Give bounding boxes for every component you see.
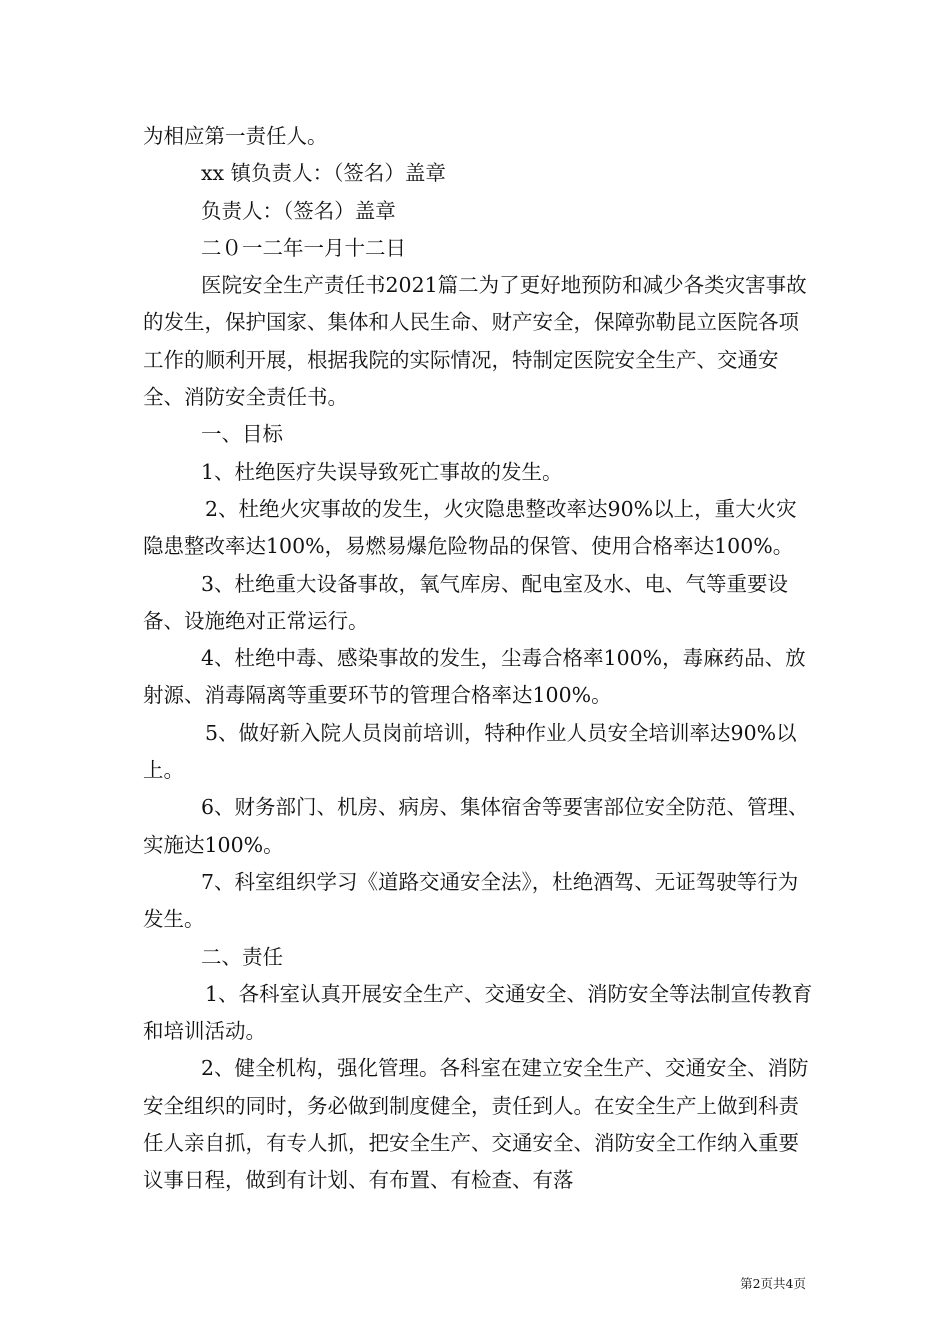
paragraph-town-signatory: xx 镇负责人：（签名）盖章 [201, 161, 446, 186]
paragraph-signatory: 负责人：（签名）盖章 [201, 198, 396, 223]
paragraph-goal-7: 7、科室组织学习《道路交通安全法》，杜绝酒驾、无证驾驶等行为发生。 [143, 869, 799, 932]
document-body [143, 118, 813, 1200]
paragraph-goal-2: 2、杜绝火灾事故的发生，火灾隐患整改率达90%以上，重大火灾隐患整改率达100%，易燃易爆危险物品的保管、使用合格率达100%。 [143, 496, 797, 559]
page-number-footer: 第2页共4页 [740, 1276, 806, 1291]
paragraph-goal-6: 6、财务部门、机房、病房、集体宿舍等要害部位安全防范、管理、实施达100%。 [143, 795, 809, 857]
paragraph-responsibility-1: 1、各科室认真开展安全生产、交通安全、消防安全等法制宣传教育和培训活动。 [143, 981, 813, 1044]
section-heading-goals: 一、目标 [201, 422, 283, 447]
paragraph-responsibility-2: 2、健全机构，强化管理。各科室在建立安全生产、交通安全、消防安全组织的同时，务必做到制度健全，责任到人。在安全生产上做到科责任人亲自抓，有专人抓，把安全生产、交通安全、消防安全工作纳入重要议事日程，做到有计划、有布置、有检查、有落 [143, 1056, 809, 1193]
paragraph-date: 二０一二年一月十二日 [201, 235, 406, 260]
paragraph-goal-3: 3、杜绝重大设备事故，氧气库房、配电室及水、电、气等重要设备、设施绝对正常运行。 [143, 571, 789, 633]
section-heading-responsibility: 二、责任 [201, 944, 283, 969]
paragraph-continuation: 为相应第一责任人。 [143, 124, 328, 148]
paragraph-goal-5: 5、做好新入院人员岗前培训，特种作业人员安全培训率达90%以上。 [143, 720, 797, 783]
paragraph-goal-4: 4、杜绝中毒、感染事故的发生，尘毒合格率100%，毒麻药品、放射源、消毒隔离等重要环节的管理合格率达100%。 [143, 646, 806, 708]
paragraph-goal-1: 1、杜绝医疗失误导致死亡事故的发生。 [201, 459, 563, 484]
paragraph-intro: 医院安全生产责任书2021篇二为了更好地预防和减少各类灾害事故的发生，保护国家、集体和人民生命、财产安全，保障弥勒昆立医院各项工作的顺利开展，根据我院的实际情况，特制定医院安全生产、交通安全、消防安全责任书。 [143, 273, 807, 410]
